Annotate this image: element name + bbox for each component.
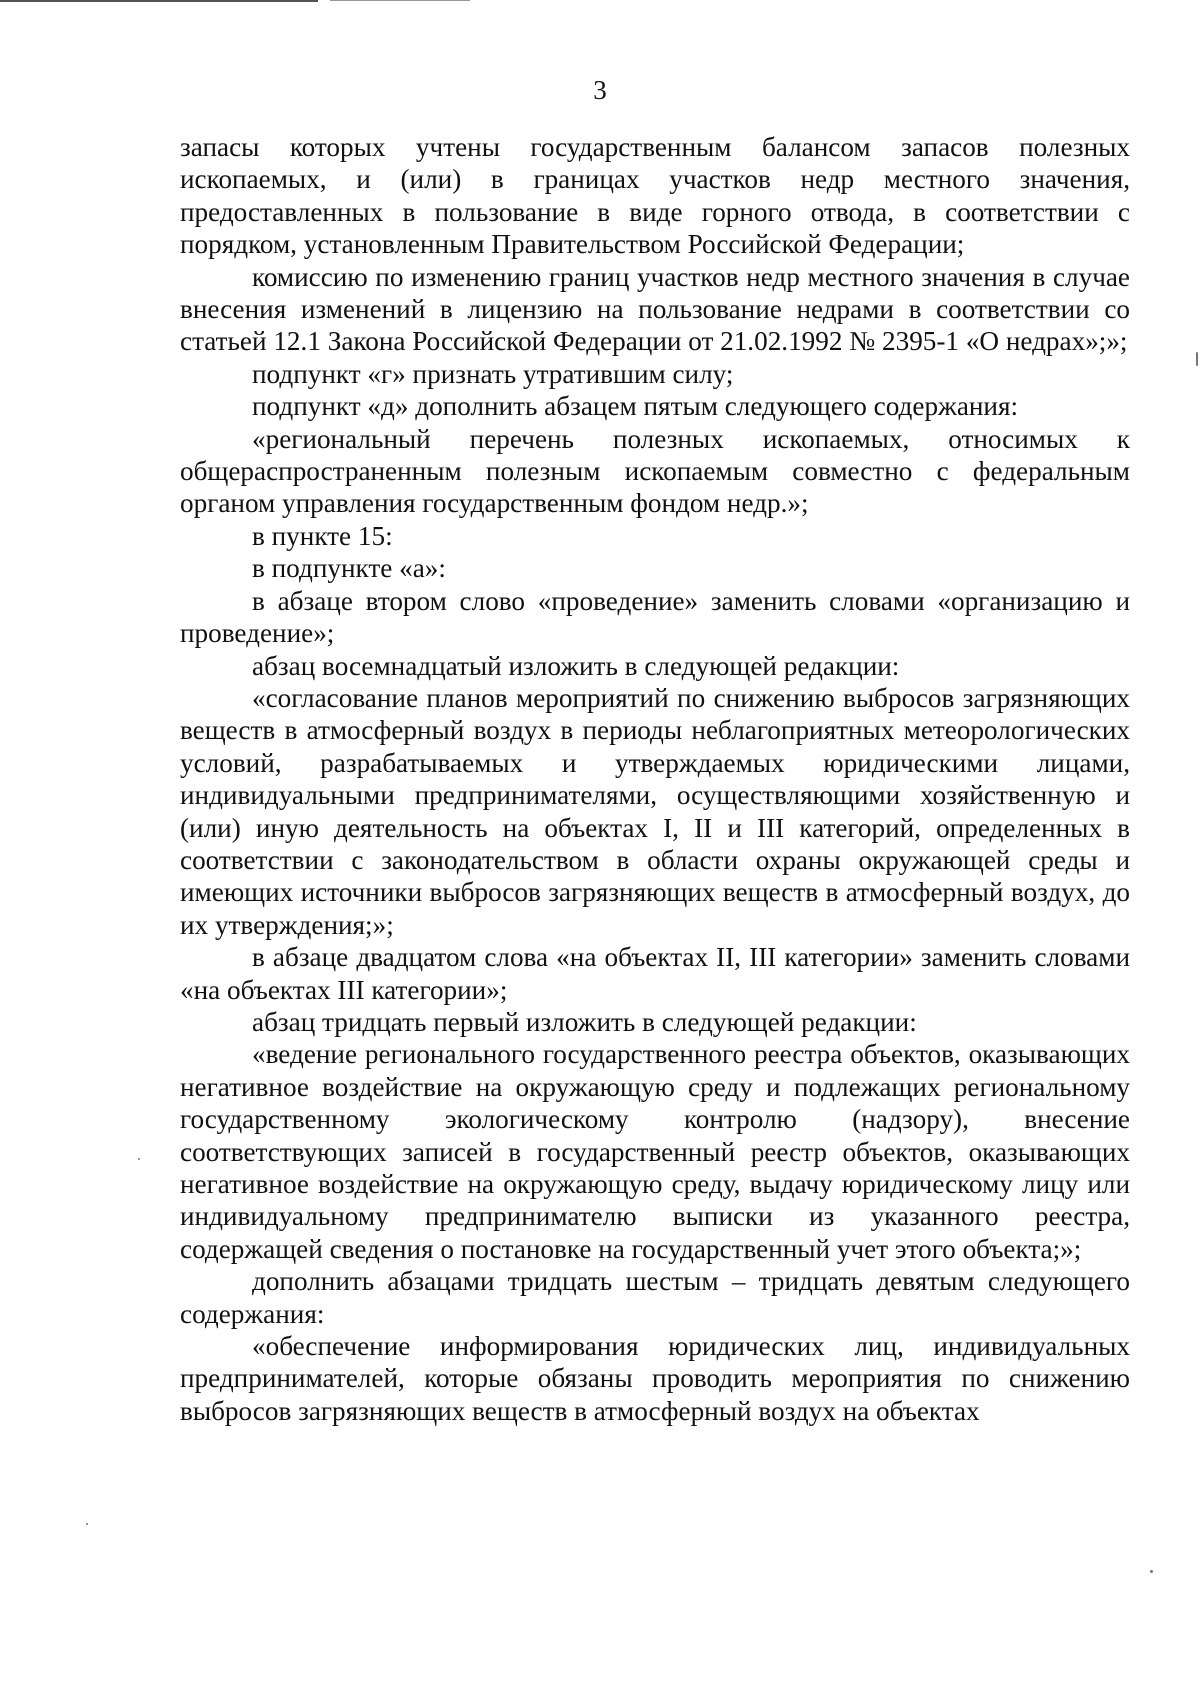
- paragraph: комиссию по изменению границ участков недр местного значения в случае внесения изменений в лицензию на пользование недрами в соответствии со статьей 12.1 Закона Российской Федерации от 21.02.1992 № 2395-1 «О недрах»;»;: [180, 261, 1130, 357]
- scan-edge-mark: [330, 0, 470, 1]
- scan-edge-mark: [0, 0, 318, 2]
- paragraph: «обеспечение информирования юридических лиц, индивидуальных предпринимателей, которые обязаны проводить мероприятия по снижению выбросов загрязняющих веществ в атмосферный воздух на объектах: [180, 1331, 1130, 1426]
- paragraph: в абзаце втором слово «проведение» заменить словами «организацию и проведение»;: [180, 585, 1130, 649]
- paragraph: подпункт «д» дополнить абзацем пятым следующего содержания:: [252, 391, 1019, 422]
- scan-speck: [138, 1158, 140, 1160]
- paragraph: «региональный перечень полезных ископаемых, относимых к общераспространенным полезным ископаемым совместно с федеральным органом управления государственным фондом недр.»;: [180, 423, 1130, 519]
- scan-speck: [1150, 1570, 1153, 1573]
- paragraph: подпункт «г» признать утратившим силу;: [252, 358, 734, 389]
- page-number: 3: [593, 75, 607, 105]
- scan-speck: [1196, 352, 1198, 366]
- paragraph: запасы которых учтены государственным балансом запасов полезных ископаемых, и (или) в границах участков недр местного значения, предоставленных в пользование в виде горного отвода, в соответствии с порядком, установленным Правительством Российской Федерации;: [180, 132, 1130, 260]
- paragraph: «согласование планов мероприятий по снижению выбросов загрязняющих веществ в атмосферный воздух в периоды неблагоприятных метеорологических условий, разрабатываемых и утверждаемых юридическими лицами, индивидуальными предпринимателями, осуществляющими хозяйственную и (или) иную деятельность на объектах I, II и III категорий, определенных в соответствии с законодательством в области охраны окружающей среды и имеющих источники выбросов загрязняющих веществ в атмосферный воздух, до их утверждения;»;: [180, 682, 1130, 940]
- scan-speck: [86, 1523, 88, 1525]
- paragraph: в пункте 15:: [252, 520, 393, 551]
- document-body: [180, 131, 1130, 1427]
- paragraph: абзац восемнадцатый изложить в следующей редакции:: [252, 650, 900, 681]
- paragraph: «ведение регионального государственного реестра объектов, оказывающих негативное воздействие на окружающую среду и подлежащих региональному государственному экологическому контролю (надзору), внесение соответствующих записей в государственный реестр объектов, оказывающих негативное воздействие на окружающую среду, выдачу юридическому лицу или индивидуальному предпринимателю выписки из указанного реестра, содержащей сведения о постановке на государственный учет этого объекта;»;: [180, 1039, 1130, 1264]
- paragraph: дополнить абзацами тридцать шестым – тридцать девятым следующего содержания:: [180, 1266, 1130, 1329]
- paragraph: в подпункте «а»:: [252, 553, 446, 584]
- paragraph: абзац тридцать первый изложить в следующей редакции:: [252, 1006, 917, 1037]
- paragraph: в абзаце двадцатом слова «на объектах II, III категории» заменить словами «на объектах III категории»;: [180, 942, 1130, 1005]
